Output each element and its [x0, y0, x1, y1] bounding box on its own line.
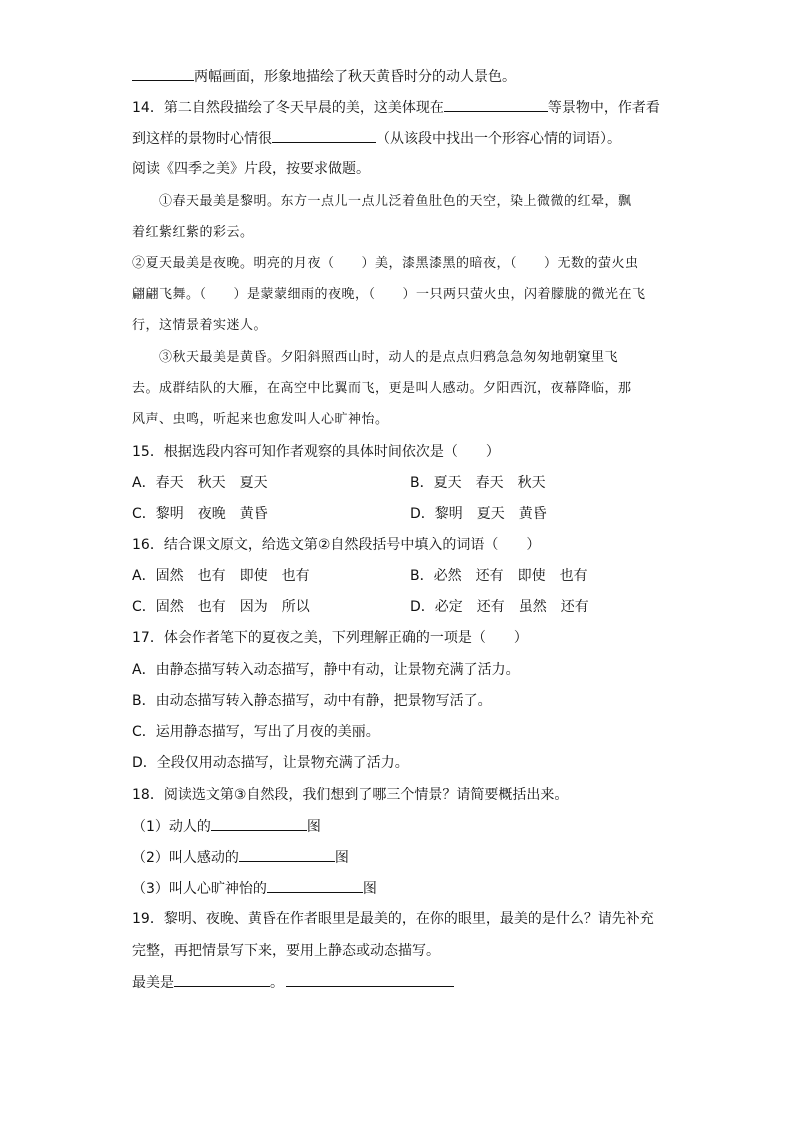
- text: 图: [362, 881, 377, 897]
- q18-item-1: [132, 816, 321, 837]
- q17-option-a[interactable]: A．由静态描写转入动态描写，静中有动，让景物充满了活力。: [132, 662, 520, 678]
- text: （1）动人的: [132, 819, 211, 835]
- text: 因为: [239, 599, 268, 615]
- q14-line-2: [132, 128, 621, 149]
- text: 还有: [560, 599, 589, 615]
- q16-option-b[interactable]: [410, 566, 602, 586]
- text: 即使: [517, 568, 546, 584]
- text: 还有: [476, 599, 505, 615]
- answer-blank[interactable]: [272, 128, 376, 143]
- text: （从该段中找出一个形容心情的词语）。: [376, 131, 621, 147]
- text: 黄昏: [239, 506, 268, 522]
- passage-p1-line-2: 着红紫红紫的彩云。: [132, 225, 254, 240]
- passage-p2-line-3: 行，这情景着实迷人。: [132, 318, 268, 333]
- answer-blank[interactable]: [286, 972, 454, 987]
- text: 即使: [239, 568, 268, 584]
- passage-p3-line-3: 风声、虫鸣，听起来也愈发叫人心旷神怡。: [132, 412, 389, 427]
- text: 秋天: [517, 475, 546, 491]
- text: 也有: [197, 599, 226, 615]
- answer-blank[interactable]: [174, 972, 270, 987]
- text: 所以: [281, 599, 310, 615]
- answer-blank[interactable]: [211, 816, 307, 831]
- question-19-line-2: 完整，再把情景写下来，要用上静态或动态描写。: [132, 943, 440, 959]
- answer-blank[interactable]: [132, 66, 194, 81]
- q17-option-d[interactable]: D．全段仅用动态描写，让景物充满了活力。: [132, 755, 409, 771]
- text: 也有: [197, 568, 226, 584]
- text: 春天: [475, 475, 504, 491]
- question-19-line-1: 19．黎明、夜晚、黄昏在作者眼里是最美的，在你的眼里，最美的是什么？请先补充: [132, 911, 654, 927]
- text: 也有: [559, 568, 588, 584]
- text: （3）叫人心旷神怡的: [132, 881, 267, 897]
- question-14-text: 14．第二自然段描绘了冬天早晨的美，这美体现在: [132, 100, 444, 116]
- answer-blank[interactable]: [444, 97, 548, 112]
- text: 还有: [475, 568, 504, 584]
- text: 黄昏: [518, 506, 547, 522]
- q15-option-a[interactable]: [132, 473, 282, 493]
- q16-option-d[interactable]: [410, 597, 603, 617]
- text: 秋天: [197, 475, 226, 491]
- answer-blank[interactable]: [239, 847, 335, 862]
- q13-tail-line: [132, 66, 516, 87]
- text: 最美是: [132, 975, 174, 991]
- text: 夏天: [239, 475, 268, 491]
- text: B．必然: [410, 568, 462, 584]
- text: D．黎明: [410, 506, 463, 522]
- text: A．春天: [132, 475, 184, 491]
- text: （2）叫人感动的: [132, 850, 239, 866]
- text: B．夏天: [410, 475, 462, 491]
- text: A．固然: [132, 568, 184, 584]
- reading-intro: 阅读《四季之美》片段，按要求做题。: [132, 161, 370, 177]
- q17-option-c[interactable]: C．运用静态描写，写出了月夜的美丽。: [132, 724, 380, 740]
- text: 到这样的景物时心情很: [132, 131, 272, 147]
- text: 虽然: [518, 599, 547, 615]
- text: 两幅画面，形象地描绘了秋天黄昏时分的动人景色。: [194, 69, 516, 85]
- q16-option-a[interactable]: [132, 566, 324, 586]
- passage-p3-line-2: 去。成群结队的大雁，在高空中比翼而飞，更是叫人感动。夕阳西沉，夜幕降临，那: [132, 381, 632, 396]
- q15-option-d[interactable]: [410, 504, 561, 524]
- passage-p3-line-1: ③秋天最美是黄昏。夕阳斜照西山时，动人的是点点归鸦急急匆匆地朝窠里飞: [159, 350, 619, 365]
- q17-option-b[interactable]: B．由动态描写转入静态描写，动中有静，把景物写活了。: [132, 693, 492, 709]
- question-18: 18．阅读选文第③自然段，我们想到了哪三个情景？请简要概括出来。: [132, 787, 569, 803]
- answer-blank[interactable]: [267, 878, 363, 893]
- question-16: 16．结合课文原文，给选文第②自然段括号中填入的词语（ ）: [132, 537, 541, 553]
- text: D．必定: [410, 599, 463, 615]
- q19-answer-line: [132, 972, 454, 993]
- passage-p2-line-1: ②夏天最美是夜晚。明亮的月夜（ ）美，漆黑漆黑的暗夜，（ ）无数的萤火虫: [132, 256, 639, 271]
- text: 等景物中，作者看: [547, 100, 660, 116]
- text: 。: [270, 975, 284, 991]
- text: 也有: [281, 568, 310, 584]
- text: 夜晚: [197, 506, 226, 522]
- question-15: 15．根据选段内容可知作者观察的具体时间依次是（ ）: [132, 444, 500, 460]
- q16-option-c[interactable]: [132, 597, 324, 617]
- q15-option-c[interactable]: [132, 504, 282, 524]
- q18-item-2: [132, 847, 349, 868]
- q18-item-3: [132, 878, 377, 899]
- q15-option-b[interactable]: [410, 473, 560, 493]
- text: C．黎明: [132, 506, 184, 522]
- text: 夏天: [476, 506, 505, 522]
- passage-p2-line-2: 翩翩飞舞。（ ）是蒙蒙细雨的夜晚，（ ）一只两只萤火虫，闪着朦胧的微光在飞: [132, 287, 646, 302]
- q14-line-1: [132, 97, 660, 118]
- text: C．固然: [132, 599, 184, 615]
- passage-p1-line-1: ①春天最美是黎明。东方一点儿一点儿泛着鱼肚色的天空，染上微微的红晕，飘: [159, 194, 632, 209]
- text: 图: [334, 850, 349, 866]
- text: 图: [306, 819, 321, 835]
- question-17: 17．体会作者笔下的夏夜之美，下列理解正确的一项是（ ）: [132, 630, 528, 646]
